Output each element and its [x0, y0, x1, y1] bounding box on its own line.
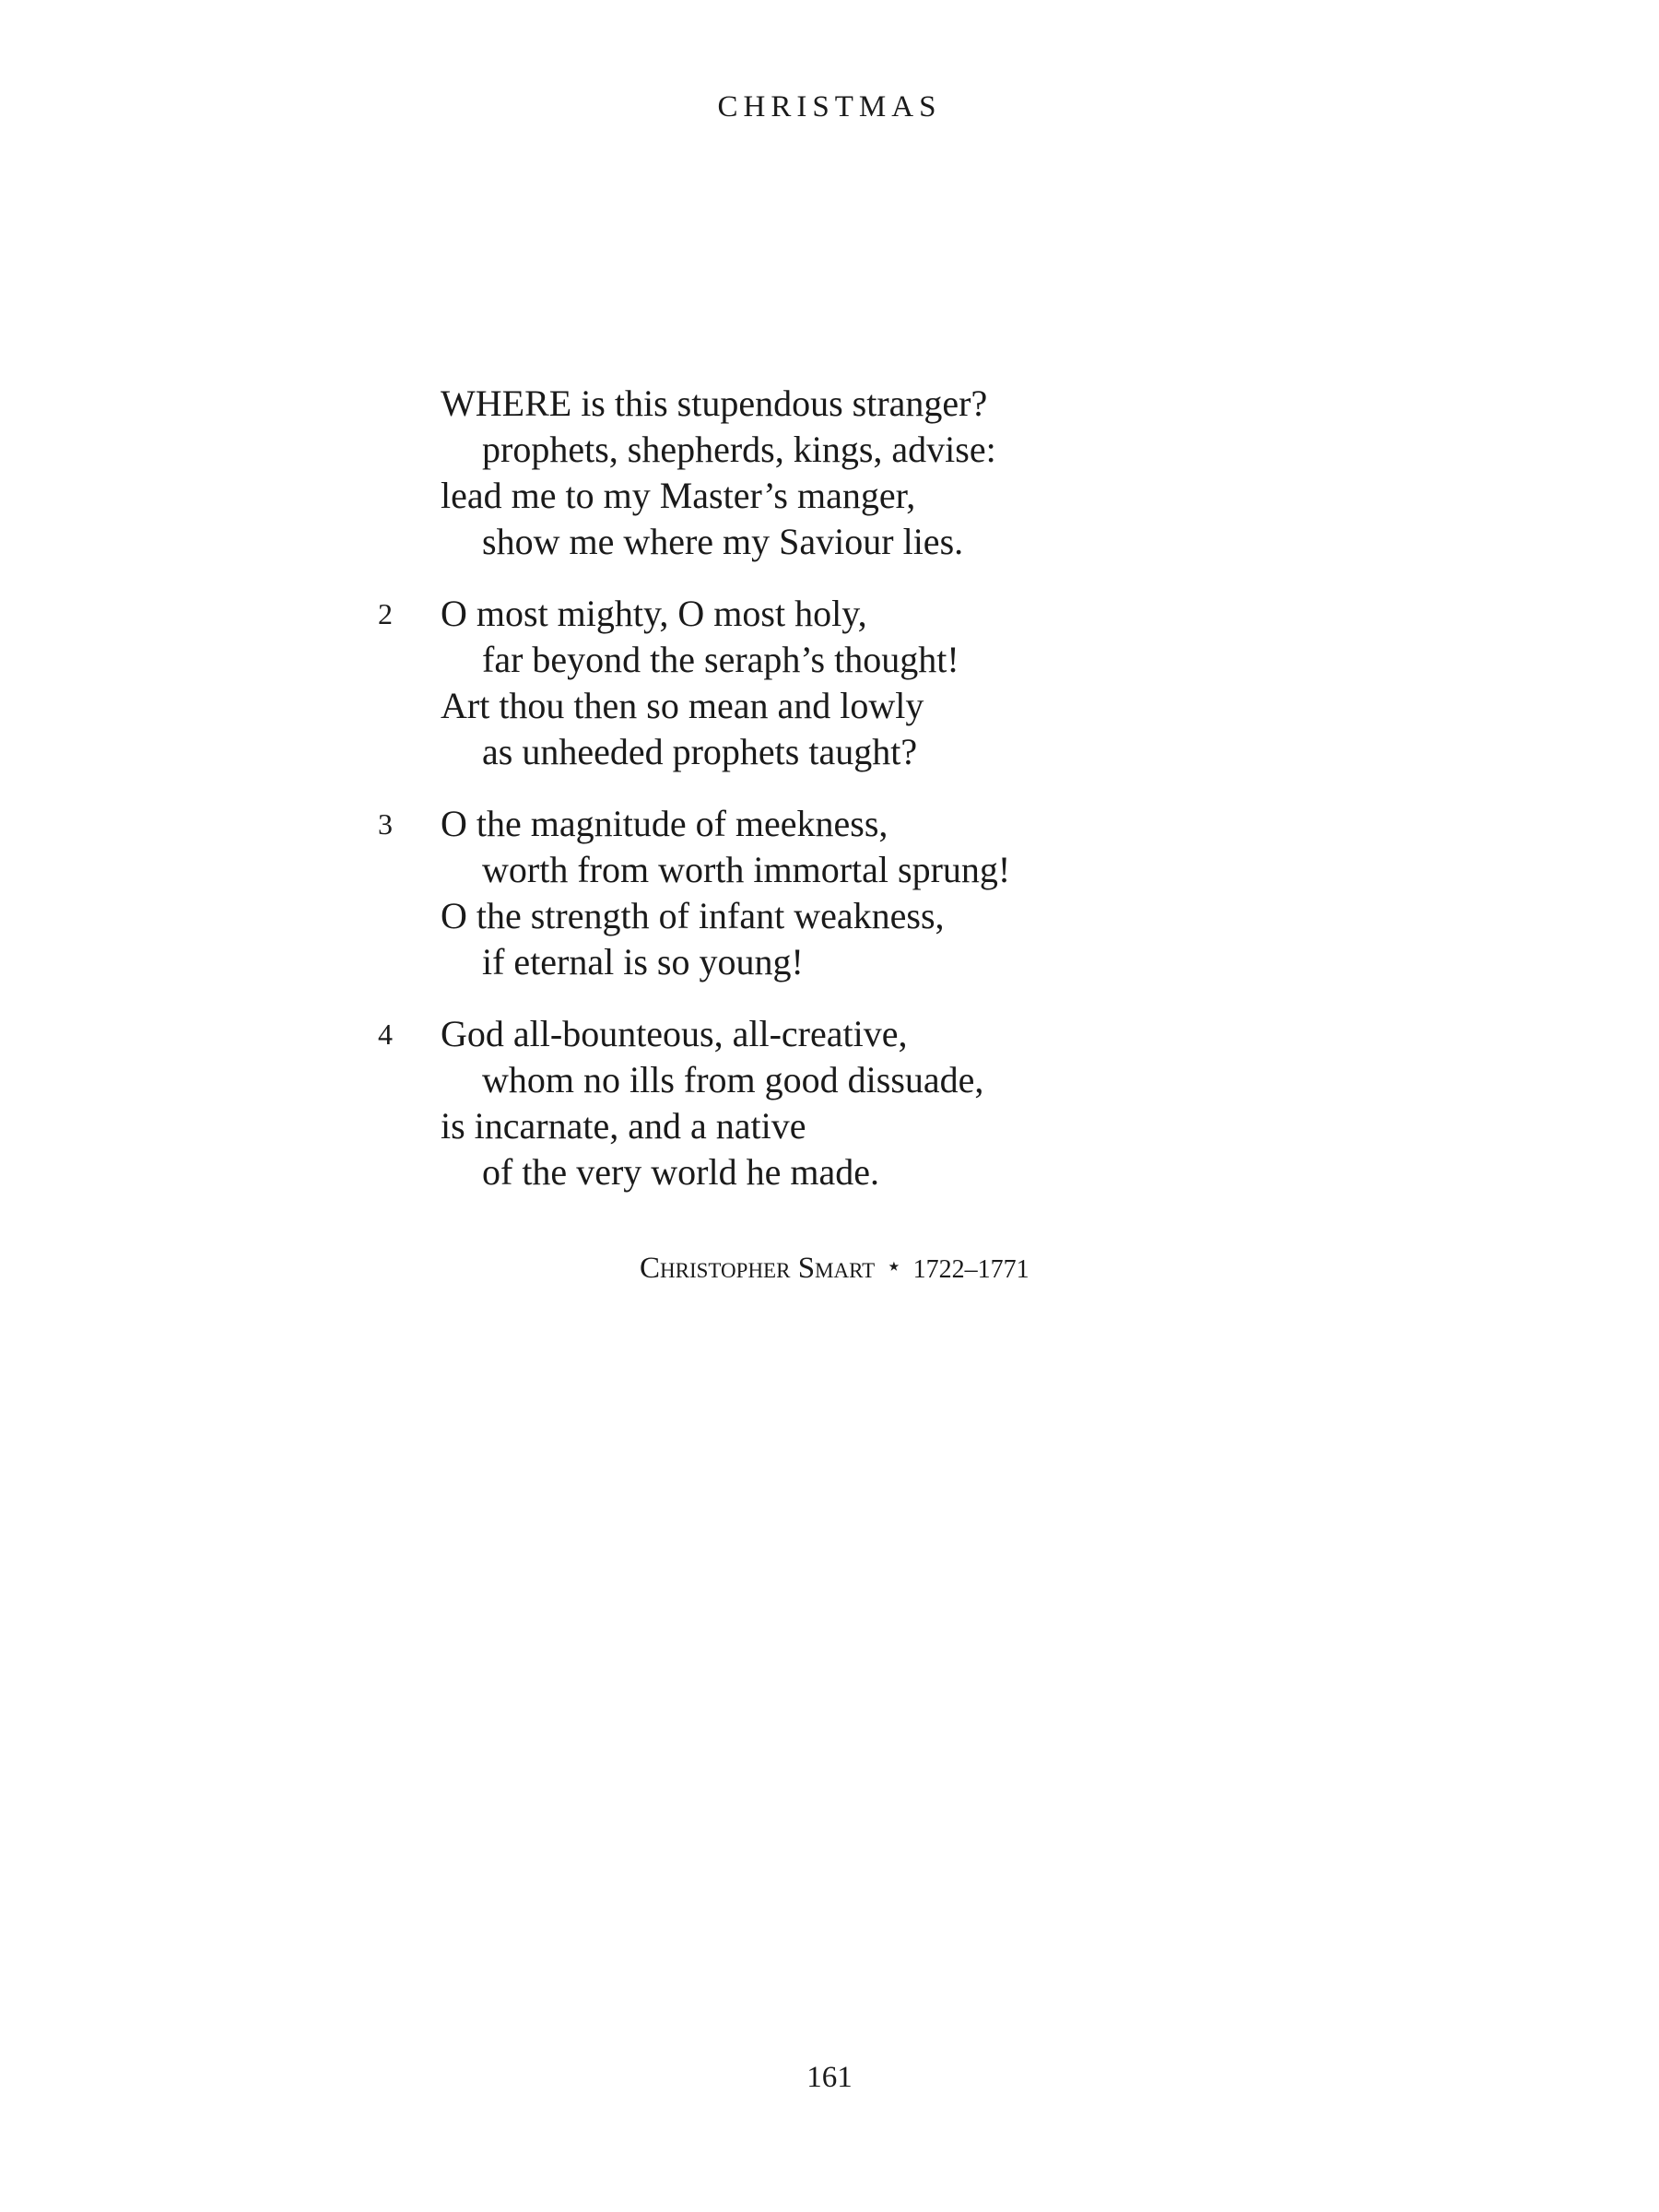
- verse-line: O most mighty, O most holy,: [441, 593, 867, 634]
- verse-line: Art thou then so mean and lowly: [441, 685, 924, 726]
- verse-number: 2: [378, 597, 393, 630]
- section-header: CHRISTMAS: [717, 90, 942, 124]
- author-name: Christopher Smart: [640, 1252, 876, 1285]
- verse-line: lead me to my Master’s manger,: [441, 475, 916, 516]
- verse-line: WHERE is this stupendous stranger?: [441, 382, 988, 424]
- verse-line: O the magnitude of meekness,: [441, 803, 888, 844]
- verse-line: of the very world he made.: [482, 1151, 879, 1193]
- page-number: 161: [806, 2061, 853, 2094]
- verse-line: show me where my Saviour lies.: [482, 521, 964, 562]
- verse-line: if eternal is so young!: [482, 941, 804, 982]
- verse-line: O the strength of infant weakness,: [441, 895, 945, 936]
- verse-2: [378, 591, 1300, 775]
- verse-line: prophets, shepherds, kings, advise:: [482, 429, 996, 470]
- verse-number: 4: [378, 1018, 393, 1051]
- verse-1: [378, 381, 1300, 565]
- verse-line: whom no ills from good dissuade,: [482, 1059, 984, 1100]
- verse-line: worth from worth immortal sprung!: [482, 849, 1011, 890]
- author-dates: 1722–1771: [912, 1255, 1030, 1284]
- verse-line: far beyond the seraph’s thought!: [482, 639, 959, 680]
- author-attribution: [640, 1249, 1030, 1288]
- verse-number: 3: [378, 807, 393, 841]
- verse-line: God all-bounteous, all-creative,: [441, 1013, 908, 1054]
- verse-4: [378, 1011, 1300, 1195]
- verse-line: is incarnate, and a native: [441, 1105, 806, 1147]
- star-icon: ⋆: [886, 1253, 902, 1281]
- verse-line: as unheeded prophets taught?: [482, 731, 918, 772]
- verse-3: [378, 801, 1300, 985]
- hymn-text: [378, 381, 1300, 1221]
